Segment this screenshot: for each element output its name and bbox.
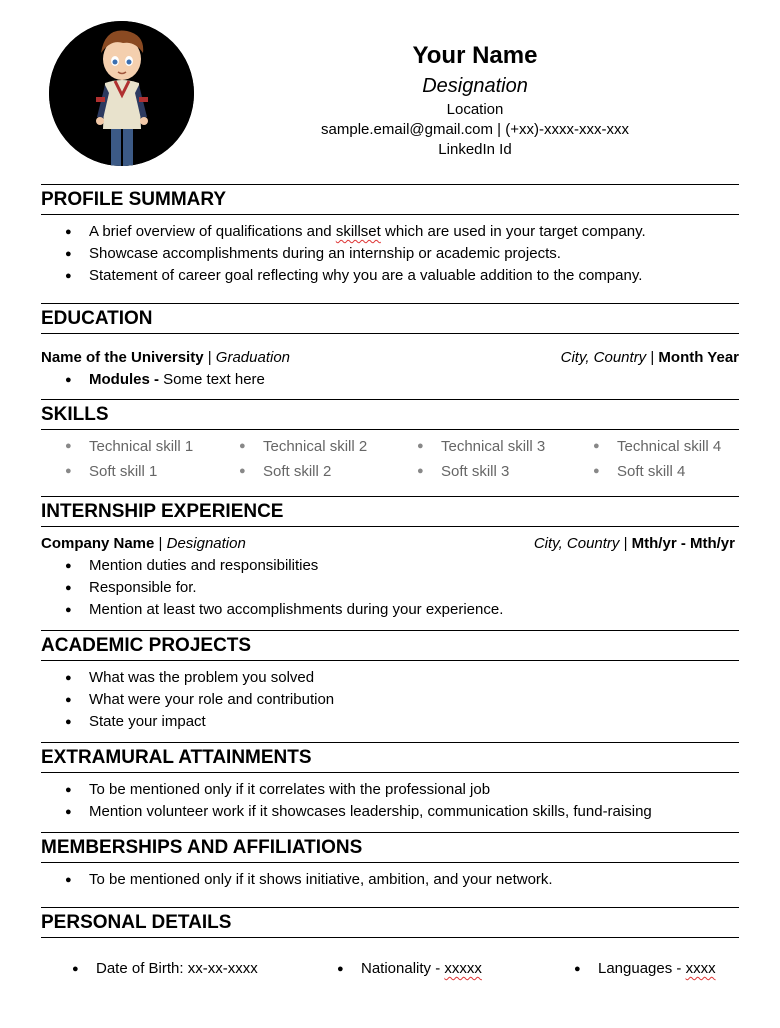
spellcheck-word: skillset	[335, 223, 381, 240]
soft-skill: ● Soft skill 3	[393, 459, 569, 484]
list-item: ● Statement of career goal reflecting why you are a valuable addition to the company.	[41, 265, 739, 287]
list-item: ● A brief overview of qualifications and skillset which are used in your target company.	[41, 221, 739, 243]
technical-skill: ● Technical skill 3	[393, 434, 569, 459]
internship-list	[41, 555, 739, 621]
memberships-list	[41, 863, 739, 891]
soft-skill: ● Soft skill 4	[569, 459, 729, 484]
projects-list	[41, 661, 739, 733]
education-entry: Name of the University | Graduation City, Country | Month Year	[41, 349, 739, 366]
list-item: ● Showcase accomplishments during an internship or academic projects.	[41, 243, 739, 265]
cartoon-boy-avatar-icon	[49, 21, 194, 166]
candidate-linkedin: LinkedIn Id	[438, 141, 512, 158]
memberships-section	[41, 832, 739, 891]
technical-skill: ● Technical skill 2	[215, 434, 393, 459]
education-date: Month Year	[658, 349, 739, 366]
internship-section	[41, 496, 739, 621]
section-title: ACADEMIC PROJECTS	[41, 630, 739, 661]
section-title: PROFILE SUMMARY	[41, 184, 739, 215]
soft-skill: ● Soft skill 1	[41, 459, 215, 484]
soft-skill: ● Soft skill 2	[215, 459, 393, 484]
list-item: ● What were your role and contribution	[41, 689, 739, 711]
candidate-name: Your Name	[412, 42, 538, 69]
section-title: INTERNSHIP EXPERIENCE	[41, 496, 739, 527]
technical-skill: ● Technical skill 4	[569, 434, 729, 459]
technical-skill: ● Technical skill 1	[41, 434, 215, 459]
section-title: EXTRAMURAL ATTAINMENTS	[41, 742, 739, 773]
personal-details-section	[41, 907, 739, 980]
internship-entry: Company Name | Designation City, Country | Mth/yr - Mth/yr	[41, 535, 735, 552]
education-location: City, Country	[560, 349, 647, 366]
nationality: ● Nationality - xxxxx	[306, 958, 543, 980]
languages: ● Languages - xxxx	[543, 958, 716, 980]
list-item: ● Modules - Some text here	[41, 369, 739, 391]
internship-location: City, Country	[533, 535, 620, 552]
list-item: ● Mention at least two accomplishments during your experience.	[41, 599, 739, 621]
academic-projects-section	[41, 630, 739, 733]
profile-summary-section	[41, 184, 739, 287]
skills-grid	[41, 430, 739, 484]
section-title: EDUCATION	[41, 303, 739, 334]
university-name: Name of the University	[41, 349, 204, 366]
list-item: ● Mention duties and responsibilities	[41, 555, 739, 577]
profile-summary-list	[41, 215, 739, 287]
resume-header	[200, 42, 750, 160]
internship-designation: Designation	[166, 535, 246, 552]
personal-details-row	[41, 938, 739, 980]
list-item: ● State your impact	[41, 711, 739, 733]
list-item: ● What was the problem you solved	[41, 667, 739, 689]
candidate-contact: sample.email@gmail.com | (+xx)-xxxx-xxx-xxx	[321, 121, 629, 138]
section-title: MEMBERSHIPS AND AFFILIATIONS	[41, 832, 739, 863]
candidate-location: Location	[446, 101, 504, 118]
section-title: SKILLS	[41, 399, 739, 430]
education-list	[41, 369, 739, 391]
date-of-birth: ● Date of Birth: xx-xx-xxxx	[41, 958, 306, 980]
candidate-designation: Designation	[422, 75, 528, 97]
graduation-label: Graduation	[215, 349, 290, 366]
profile-photo	[49, 21, 194, 166]
company-name: Company Name	[41, 535, 155, 552]
internship-dates: Mth/yr - Mth/yr	[631, 535, 735, 552]
list-item: ● To be mentioned only if it shows initiative, ambition, and your network.	[41, 869, 739, 891]
education-section	[41, 303, 739, 391]
extramural-list	[41, 773, 739, 823]
list-item: ● Responsible for.	[41, 577, 739, 599]
list-item: ● Mention volunteer work if it showcases leadership, communication skills, fund-raising	[41, 801, 739, 823]
skills-section	[41, 399, 739, 484]
list-item: ● To be mentioned only if it correlates with the professional job	[41, 779, 739, 801]
section-title: PERSONAL DETAILS	[41, 907, 739, 938]
extramural-section	[41, 742, 739, 823]
